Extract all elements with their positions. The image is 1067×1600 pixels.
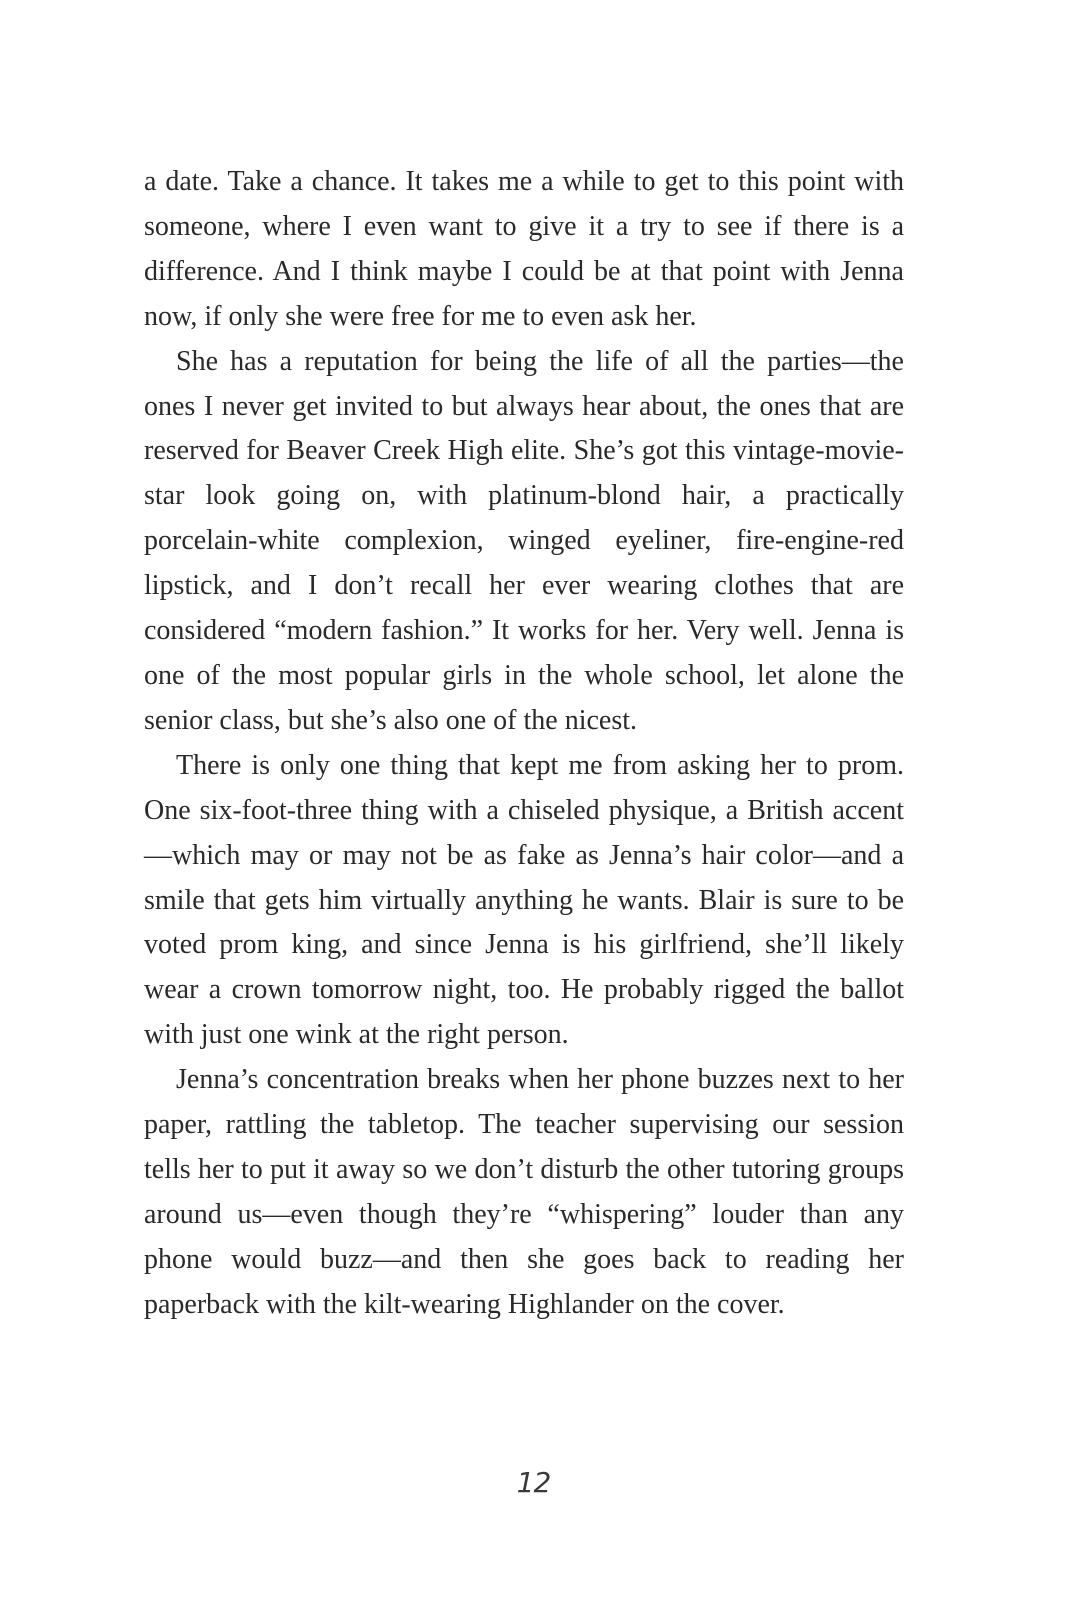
body-text xyxy=(144,160,904,1328)
paragraph-2: She has a reputation for being the life of all the parties—the ones I never get invited to but always hear about, the ones that are reserved for Beaver Creek High elite. She’s got this vintage-movie-star look going on, with platinum-blond hair, a practically porcelain-white complexion, winged eyeliner, fire-engine-red lipstick, and I don’t recall her ever wearing clothes that are considered “modern fashion.” It works for her. Very well. Jenna is one of the most popular girls in the whole school, let alone the senior class, but she’s also one of the nicest. xyxy=(144,345,904,736)
page-number: 12 xyxy=(516,1466,551,1499)
paragraph-1: a date. Take a chance. It takes me a while to get to this point with someone, where I even want to give it a try to see if there is a difference. And I think maybe I could be at that point with Jenna now, if only she were free for me to even ask her. xyxy=(144,166,904,332)
paragraph-4: Jenna’s concentration breaks when her phone buzzes next to her paper, rattling the tabletop. The teacher supervising our session tells her to put it away so we don’t disturb the other tutoring groups around us—even though they’re “whispering” louder than any phone would buzz—and then she goes back to reading her paperback with the kilt-wearing Highlander on the cover. xyxy=(144,1064,904,1320)
paragraph-3: There is only one thing that kept me from asking her to prom. One six-foot-three thing with a chiseled physique, a British accent—which may or may not be as fake as Jenna’s hair color—and a smile that gets him virtually anything he wants. Blair is sure to be voted prom king, and since Jenna is his girlfriend, she’ll likely wear a crown tomorrow night, too. He probably rigged the ballot with just one wink at the right person. xyxy=(144,749,904,1051)
